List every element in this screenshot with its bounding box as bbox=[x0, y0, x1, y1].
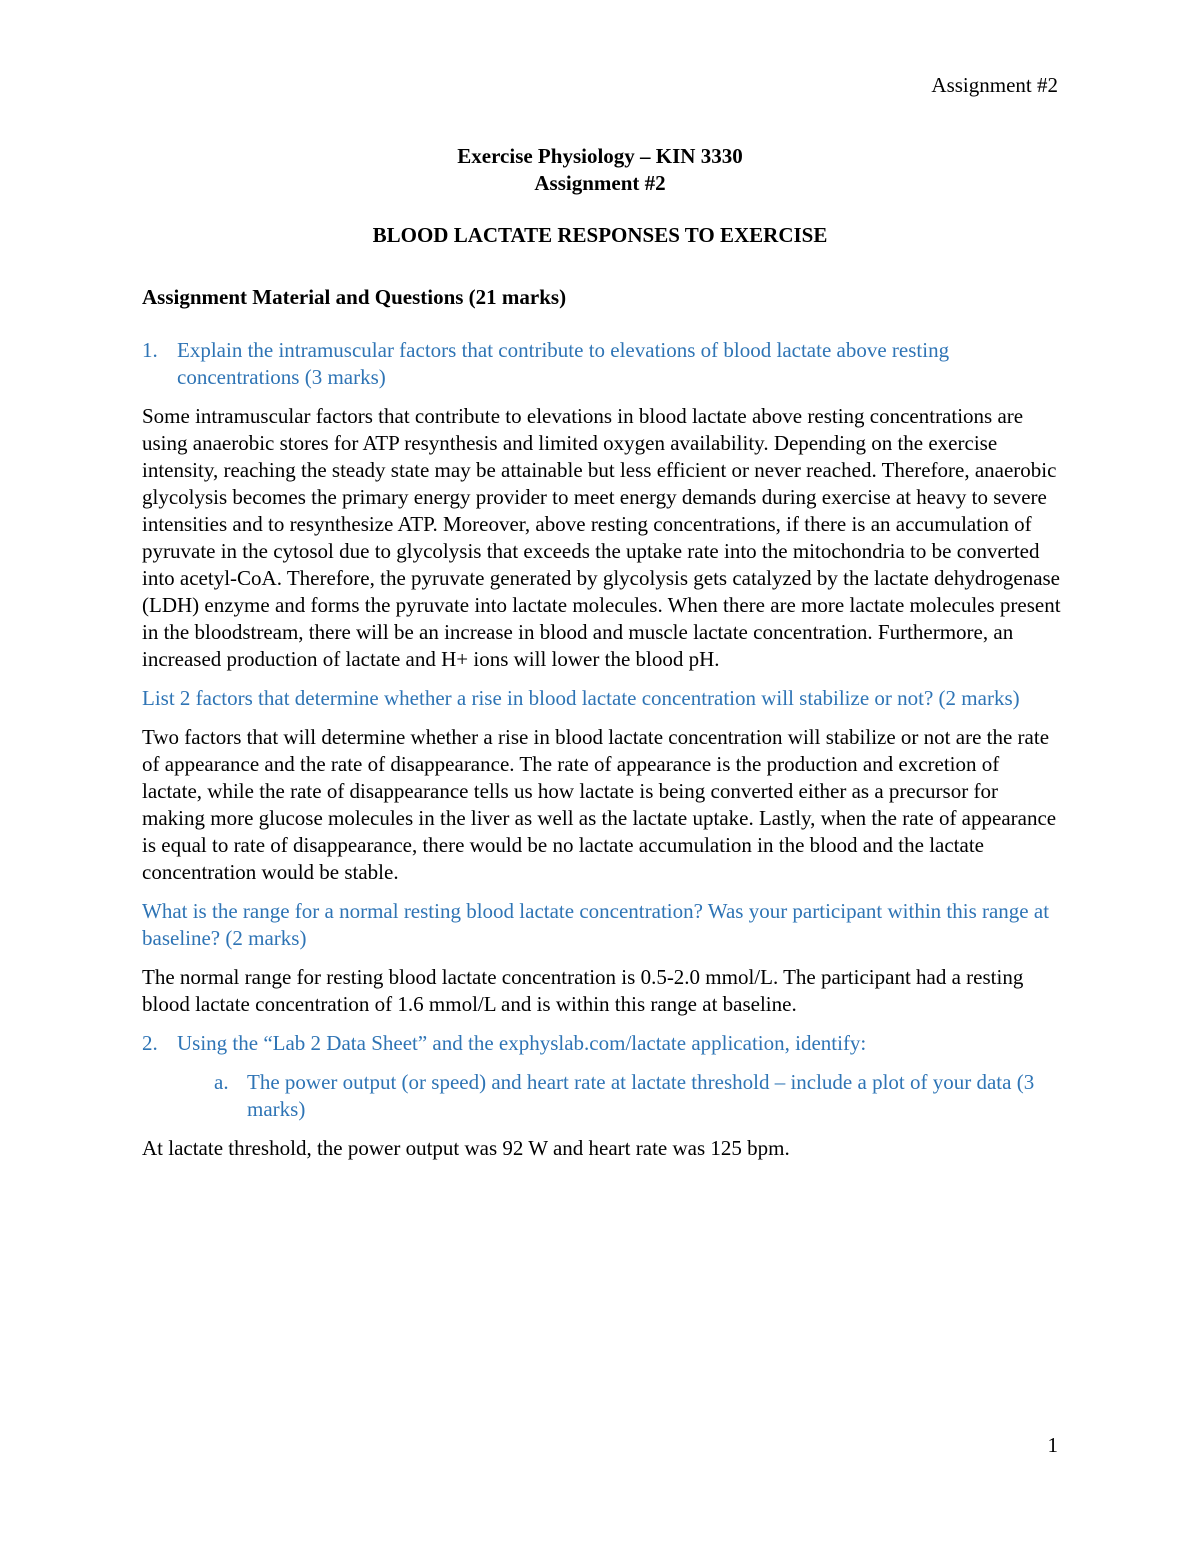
answer-1c: The normal range for resting blood lactate concentration is 0.5-2.0 mmol/L. The participant had a resting blood lactate concentration of 1.6 mmol/L and is within this range at baseline. bbox=[142, 965, 1024, 1016]
page-number: 1 bbox=[1047, 1433, 1058, 1457]
question-2 bbox=[142, 1030, 1062, 1057]
document-heading: BLOOD LACTATE RESPONSES TO EXERCISE bbox=[372, 223, 828, 247]
question-2a bbox=[214, 1069, 1062, 1123]
running-header: Assignment #2 bbox=[931, 73, 1058, 97]
section-heading: Assignment Material and Questions (21 marks) bbox=[142, 285, 567, 309]
course-title: Exercise Physiology – KIN 3330 bbox=[457, 144, 743, 168]
question-text: Explain the intramuscular factors that contribute to elevations of blood lactate above resting concentrations (3 marks) bbox=[177, 338, 950, 389]
answer-1: Some intramuscular factors that contribute to elevations in blood lactate above resting concentrations are using anaerobic stores for ATP resynthesis and limited oxygen availability. Depending on the exercise intensity, reaching the steady state may be attainable but less efficient or never reached. Therefore, anaerobic glycolysis becomes the primary energy provider to meet energy demands during exercise at heavy to severe intensities and to resynthesize ATP. Moreover, above resting concentrations, if there is an accumulation of pyruvate in the cytosol due to glycolysis that exceeds the uptake rate into the mitochondria to be converted into acetyl-CoA. Therefore, the pyruvate generated by glycolysis gets catalyzed by the lactate dehydrogenase (LDH) enzyme and forms the pyruvate into lactate molecules. When there are more lactate molecules present in the bloodstream, there will be an increase in blood and muscle lactate concentration. Furthermore, an increased production of lactate and H+ ions will lower the blood pH. bbox=[142, 404, 1061, 671]
assignment-title: Assignment #2 bbox=[534, 171, 666, 195]
question-number: 1. bbox=[142, 338, 158, 362]
question-1c: What is the range for a normal resting blood lactate concentration? Was your participant within this range at baseline? (2 marks) bbox=[142, 899, 1050, 950]
question-text: Using the “Lab 2 Data Sheet” and the exphyslab.com/lactate application, identify: bbox=[177, 1031, 867, 1055]
question-1b: List 2 factors that determine whether a rise in blood lactate concentration will stabilize or not? (2 marks) bbox=[142, 686, 1020, 710]
question-1 bbox=[142, 337, 1062, 391]
answer-1b: Two factors that will determine whether a rise in blood lactate concentration will stabilize or not are the rate of appearance and the rate of disappearance. The rate of appearance is the production and excretion of lactate, while the rate of disappearance tells us how lactate is being converted either as a precursor for making more glucose molecules in the liver as well as the lactate uptake. Lastly, when the rate of appearance is equal to rate of disappearance, there would be no lactate accumulation in the blood and the lactate concentration would be stable. bbox=[142, 725, 1057, 884]
title-block bbox=[0, 143, 1200, 197]
answer-2a: At lactate threshold, the power output was 92 W and heart rate was 125 bpm. bbox=[142, 1136, 790, 1160]
sub-question-text: The power output (or speed) and heart rate at lactate threshold – include a plot of your data (3 marks) bbox=[247, 1070, 1035, 1121]
sub-question-letter: a. bbox=[214, 1070, 229, 1094]
question-number: 2. bbox=[142, 1031, 158, 1055]
questions-content bbox=[142, 337, 1062, 1174]
